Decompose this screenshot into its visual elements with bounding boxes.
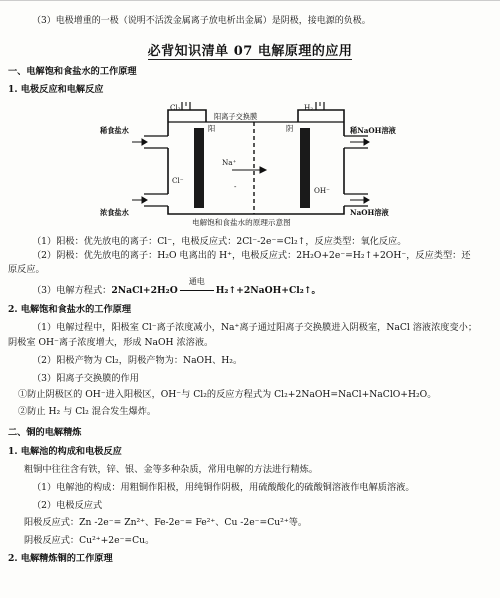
equation-left: 2NaCl+2H₂O — [111, 285, 178, 296]
anode-label: 阳 — [208, 124, 216, 133]
electrolysis-diagram — [100, 102, 396, 232]
header-note: （3）电极增重的一极（说明不活泼金属离子放电析出金属）是阴极，接电源的负极。 — [32, 16, 371, 26]
refining-cathode-equation: 阴极反应式：Cu²⁺+2e⁻=Cu。 — [24, 535, 155, 546]
dilute-brine-label: 稀食盐水 — [100, 126, 129, 135]
cl-ion-label: Cl⁻ — [172, 176, 184, 185]
na-ion-label: Na⁺ — [222, 158, 237, 167]
anode-reaction-line: （1）阳极：优先放电的离子：Cl⁻，电极反应式：2Cl⁻-2e⁻=Cl₂↑，反应类型：氧化反应。 — [32, 236, 407, 247]
equation-prefix: （3）电解方程式： — [32, 285, 112, 296]
electrolysis-cell-drawing — [128, 102, 380, 232]
conc-brine-label: 浓食盐水 — [100, 208, 129, 217]
membrane-role-1: ①防止阴极区的 OH⁻进入阳极区，OH⁻与 Cl₂的反应方程式为 Cl₂+2NaOH=NaCl+NaClO+H₂O。 — [18, 389, 437, 400]
cathode-reaction-line: （2）阴极：优先放电的离子：H₂O 电离出的 H⁺，电极反应式：2H₂O+2e⁻=H₂↑+2OH⁻，反应类型：还 — [32, 250, 471, 261]
equation-condition-arrow — [178, 277, 216, 297]
section-1-sub-2: 2. 电解饱和食盐水的工作原理 — [8, 304, 132, 315]
process-para-1a: （1）电解过程中，阳极室 Cl⁻离子浓度减小，Na⁺离子通过阳离子交换膜进入阴极室，NaCl 溶液浓度变小； — [32, 322, 478, 333]
minus-sign: - — [234, 182, 237, 191]
oh-ion-label: OH⁻ — [314, 186, 330, 195]
diagram-caption: 电解饱和食盐水的原理示意图 — [192, 218, 291, 227]
electrolysis-equation — [32, 277, 321, 297]
membrane-label: 阳离子交换膜 — [214, 112, 258, 121]
page-title: 必背知识清单 07 电解原理的应用 — [147, 44, 353, 59]
refining-intro: 粗铜中往往含有铁，锌、银、金等多种杂质，常用电解的方法进行精炼。 — [24, 464, 318, 475]
equation-right: H₂↑+2NaOH+Cl₂↑。 — [215, 285, 321, 296]
h2-label: H₂ — [304, 103, 314, 112]
membrane-role-2: ②防止 H₂ 与 Cl₂ 混合发生爆炸。 — [18, 406, 157, 417]
refining-anode-equation: 阳极反应式：Zn -2e⁻= Zn²⁺、Fe-2e⁻= Fe²⁺、Cu -2e⁻=Cu²⁺等。 — [24, 517, 308, 528]
electrode-equations-heading: （2）电极反应式 — [32, 500, 103, 511]
products-line: （2）阳极产物为 Cl₂，阴极产物为：NaOH、H₂。 — [32, 355, 243, 366]
section-2-sub-2: 2. 电解精炼铜的工作原理 — [8, 553, 113, 564]
process-para-1b: 阴极室 OH⁻离子浓度增大，形成 NaOH 浓溶液。 — [8, 337, 214, 348]
section-2-heading: 二、铜的电解精炼 — [8, 427, 82, 438]
naoh-solution-label: NaOH溶液 — [350, 208, 389, 217]
membrane-role-heading: （3）阳离子交换膜的作用 — [32, 373, 139, 384]
cl2-label: Cl₂ — [170, 103, 181, 112]
cathode-label: 阴 — [286, 124, 294, 133]
title-underline — [148, 59, 352, 60]
section-1-sub-1: 1. 电极反应和电解反应 — [8, 84, 104, 95]
equation-condition: 通电 — [188, 277, 205, 286]
refining-cell-composition: （1）电解池的构成：用粗铜作阳极，用纯铜作阴极，用硫酸酸化的硫酸铜溶液作电解质溶液。 — [32, 482, 415, 493]
section-2-sub-1: 1. 电解池的构成和电极反应 — [8, 446, 122, 457]
top-edge-rule — [0, 0, 500, 1]
section-1-heading: 一、电解饱和食盐水的工作原理 — [8, 66, 137, 77]
dilute-naoh-label: 稀NaOH溶液 — [350, 126, 396, 135]
cathode-reaction-line-cont: 原反应。 — [8, 264, 45, 275]
